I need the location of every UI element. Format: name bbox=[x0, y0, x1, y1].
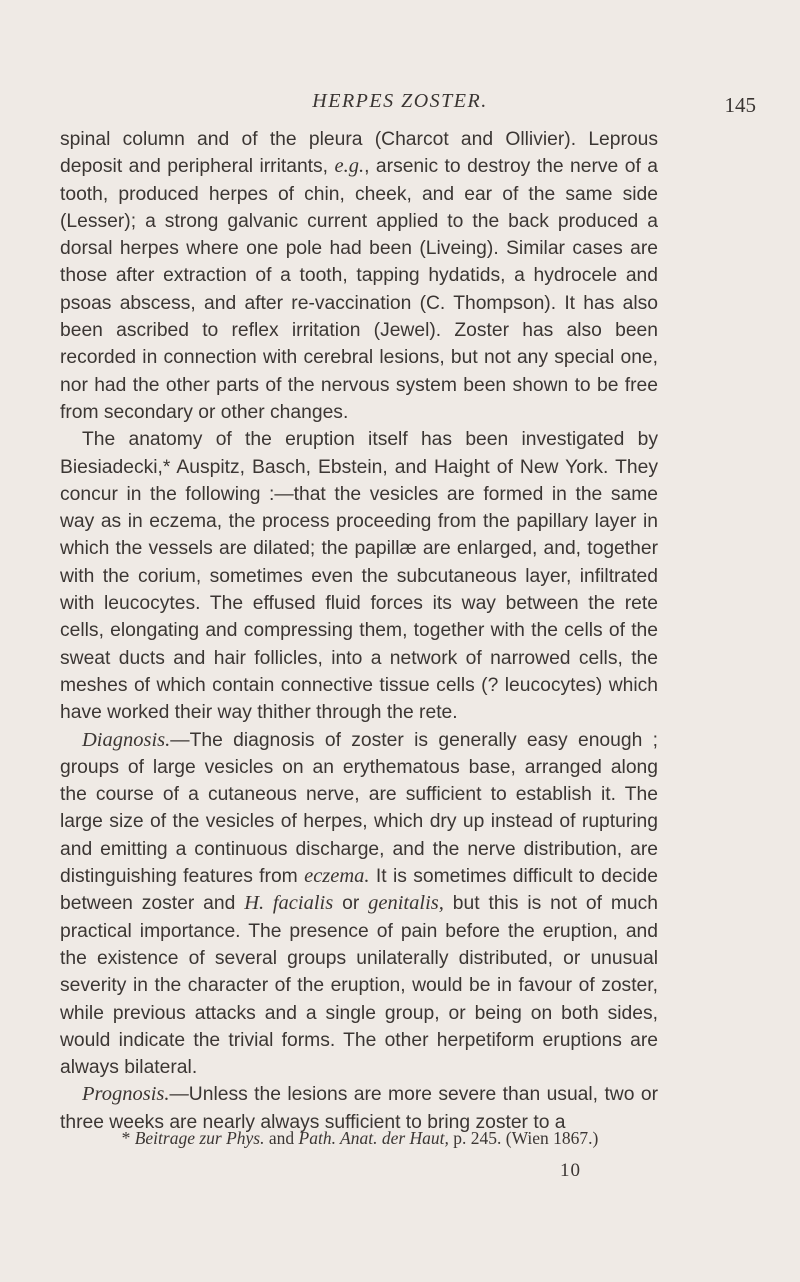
section-heading-prognosis: Prognosis. bbox=[82, 1083, 170, 1106]
text-run: —The diagnosis of zoster is generally easy enough ; groups of large vesicles on an erythematous base, arranged along the course of a cutaneous nerve, are sufficient to establish it. The large size of the vesicles of herpes, which dry up instead of rupturing and emitting a continuous discharge, and the nerve distribution, are distinguishing features from bbox=[60, 729, 658, 888]
italic-run: Beitrage zur Phys. bbox=[134, 1128, 265, 1148]
text-run: p. 245. (Wien 1867.) bbox=[448, 1128, 599, 1148]
paragraph-diagnosis bbox=[60, 727, 658, 1082]
italic-run: Path. Anat. der Haut, bbox=[298, 1128, 449, 1148]
text-run: but this is not of much practical importance. The presence of pain before the eruption, and the existence of several groups unilaterally distributed, or unusual severity in the character of the eruption, would be in favour of zoster, while previous attacks and a single group, or being on both sides, would indicate the trivial forms. The other herpetiform eruptions are always bilateral. bbox=[60, 893, 658, 1079]
italic-run: H. facialis bbox=[244, 892, 334, 915]
page-number: 145 bbox=[724, 93, 756, 117]
text-run: It is sometimes difficult to decide between zoster and bbox=[60, 866, 659, 915]
footnote-marker: * bbox=[121, 1128, 135, 1148]
page-header bbox=[60, 88, 760, 118]
italic-run: eczema. bbox=[304, 865, 370, 888]
footnote bbox=[60, 1126, 660, 1150]
text-run: spinal column and of the pleura (Charcot and Ollivier). Leprous deposit and peripheral irritants, bbox=[60, 129, 658, 178]
section-heading-diagnosis: Diagnosis. bbox=[82, 728, 171, 751]
running-title: HERPES ZOSTER. bbox=[312, 90, 488, 112]
italic-run: genitalis, bbox=[368, 892, 444, 915]
paragraph-2 bbox=[60, 426, 658, 726]
text-run: —Unless the lesions are more severe than usual, two or three weeks are nearly always sufficient to bring zoster to a bbox=[60, 1084, 658, 1133]
text-run: The anatomy of the eruption itself has been investigated by Biesiadecki,* Auspitz, Basch, Ebstein, and Haight of New York. They concur in the following :—that the vesicles are formed in the same way as in eczema, the process proceeding from the papillary layer in which the vessels are dilated; the papillæ are enlarged, and, together with the corium, sometimes even the subcutaneous layer, infiltrated with leucocytes. The effused fluid forces its way between the rete cells, elongating and compressing them, together with the cells of the sweat ducts and hair follicles, into a network of narrowed cells, the meshes of which contain connective tissue cells (? leucocytes) which have worked their way thither through the rete. bbox=[60, 429, 658, 724]
signature-mark: 10 bbox=[560, 1160, 581, 1181]
text-run: or bbox=[333, 893, 369, 915]
paragraph-1 bbox=[60, 126, 658, 426]
text-run: , arsenic to destroy the nerve of a tooth, produced herpes of chin, cheek, and ear of the same side (Lesser); a strong galvanic current applied to the back produced a dorsal herpes where one pole had been (Liveing). Similar cases are those after extraction of a tooth, tapping hydatids, a hydrocele and psoas abscess, and after re-vaccination (C. Thompson). It has also been ascribed to reflex irritation (Jewel). Zoster has also been recorded in connection with cerebral lesions, but not any special one, nor had the other parts of the nervous system been shown to be free from secondary or other changes. bbox=[60, 156, 658, 423]
text-run: and bbox=[264, 1128, 299, 1148]
italic-run: e.g. bbox=[334, 155, 365, 178]
body-text bbox=[60, 126, 658, 1136]
